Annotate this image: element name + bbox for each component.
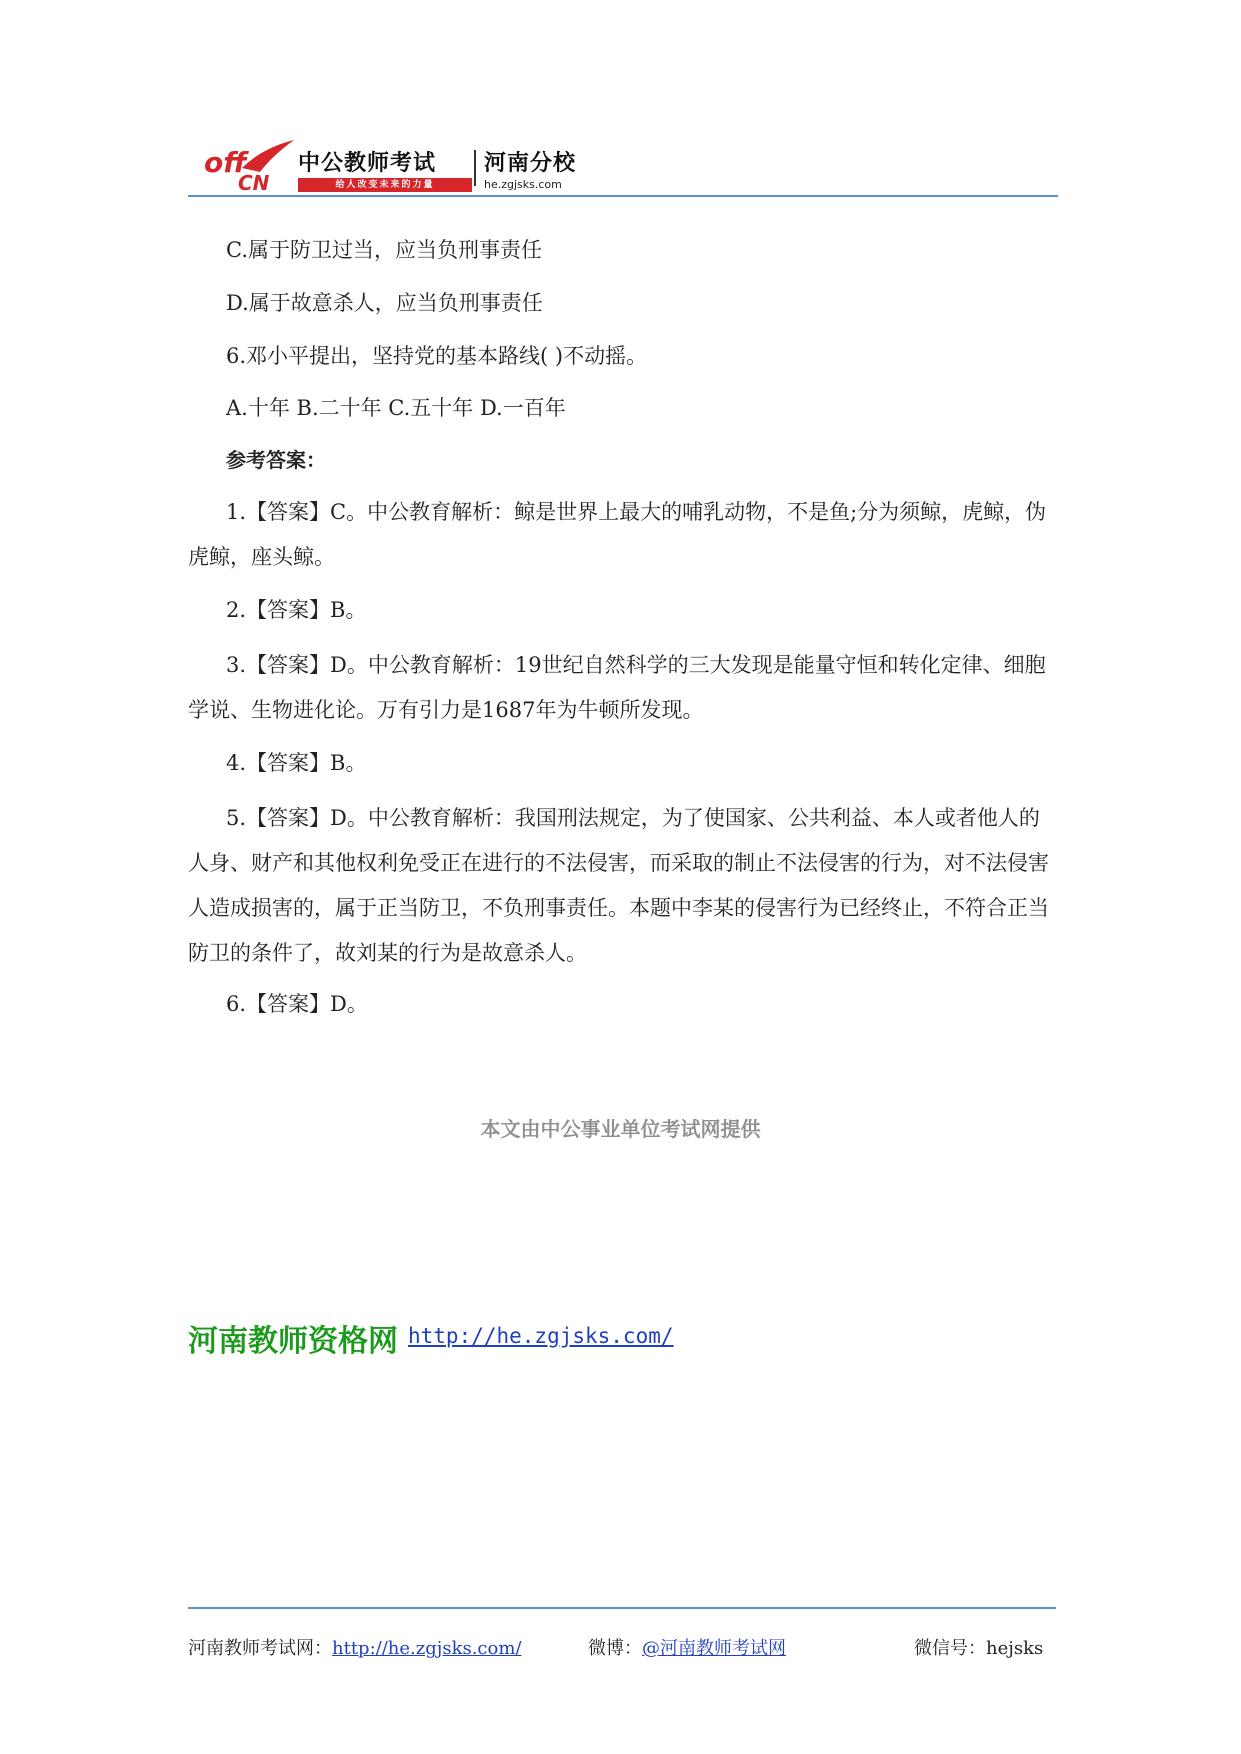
header-rule xyxy=(188,195,1058,197)
page-header xyxy=(188,138,1058,198)
answer-4: 4.【答案】B。 xyxy=(226,751,367,775)
site-title: 河南教师资格网 xyxy=(188,1324,398,1359)
footer-wechat: 微信号：hejsks xyxy=(914,1638,1044,1659)
offcn-logo xyxy=(202,138,302,194)
logo-branch-text: 河南分校 xyxy=(484,151,577,176)
svg-text:CN: CN xyxy=(238,171,270,194)
option-d: D.属于故意杀人，应当负刑事责任 xyxy=(226,291,543,315)
site-link[interactable]: http://he.zgjsks.com/ xyxy=(408,1324,674,1348)
source-credit: 本文由中公事业单位考试网提供 xyxy=(480,1117,761,1141)
answer-5: 5.【答案】D。中公教育解析：我国刑法规定，为了使国家、公共利益、本人或者他人的人身、财产和其他权利免受正在进行的不法侵害，而采取的制止不法侵害的行为，对不法侵害人造成损害的，属于正当防卫，不负刑事责任。本题中李某的侵害行为已经终止，不符合正当防卫的条件了，故刘某的行为是故意杀人。 xyxy=(188,806,1049,965)
answer-1: 1.【答案】C。中公教育解析：鲸是世界上最大的哺乳动物，不是鱼;分为须鲸，虎鲸，伪虎鲸，座头鲸。 xyxy=(188,500,1047,569)
logo-brand-text: 中公教师考试 xyxy=(298,151,437,176)
footer-site xyxy=(188,1634,521,1660)
logo-slogan: 给人改变未来的力量 xyxy=(298,178,472,192)
footer-rule xyxy=(188,1607,1056,1609)
logo-divider xyxy=(474,150,476,186)
footer-site-link[interactable]: http://he.zgjsks.com/ xyxy=(332,1638,522,1659)
logo-domain: he.zgjsks.com xyxy=(484,178,562,191)
footer-weibo xyxy=(588,1634,786,1660)
footer-site-label: 河南教师考试网： xyxy=(188,1638,332,1659)
answers-heading: 参考答案： xyxy=(226,448,326,472)
answer-2: 2.【答案】B。 xyxy=(226,598,367,622)
footer-weibo-label: 微博： xyxy=(588,1638,642,1659)
answer-6: 6.【答案】D。 xyxy=(226,992,368,1016)
option-c: C.属于防卫过当，应当负刑事责任 xyxy=(226,238,542,262)
question-6-options: A.十年 B.二十年 C.五十年 D.一百年 xyxy=(226,396,566,420)
footer-weibo-link[interactable]: @河南教师考试网 xyxy=(642,1638,786,1659)
question-6: 6.邓小平提出，坚持党的基本路线( )不动摇。 xyxy=(226,344,648,368)
answer-3: 3.【答案】D。中公教育解析：19世纪自然科学的三大发现是能量守恒和转化定律、细胞学说、生物进化论。万有引力是1687年为牛顿所发现。 xyxy=(188,653,1046,722)
svg-text:off: off xyxy=(204,146,247,179)
